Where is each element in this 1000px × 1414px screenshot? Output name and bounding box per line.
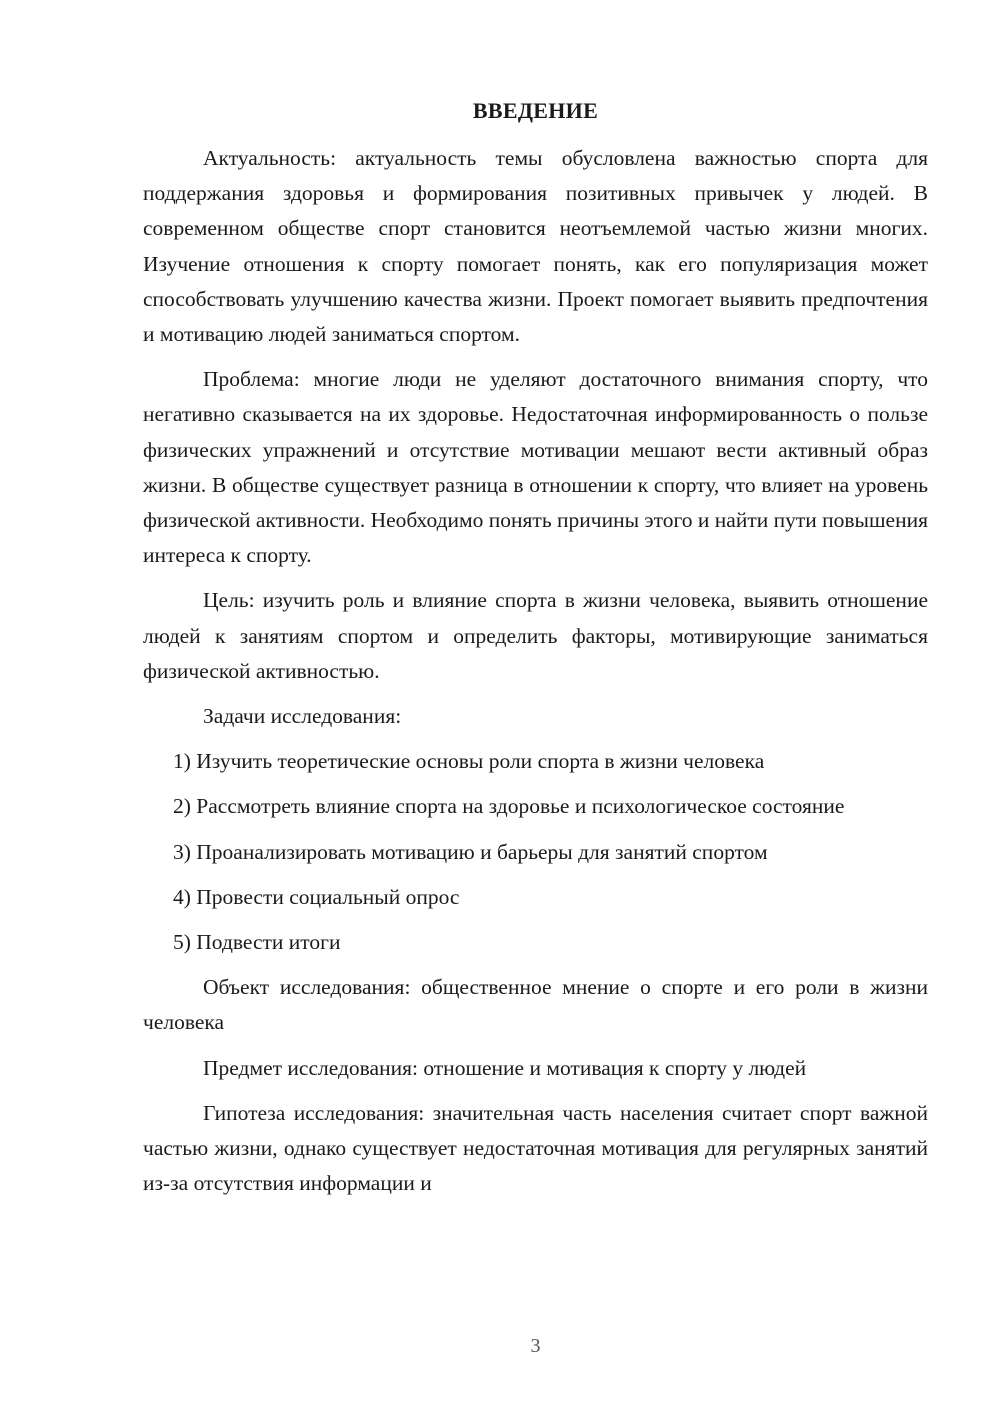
section-heading: ВВЕДЕНИЕ	[472, 98, 599, 123]
paragraph-hypothesis: Гипотеза исследования: значительная часть населения считает спорт важной частью жизни, однако существует недостаточная мотивация для регулярных занятий из-за отсутствия информации и	[143, 1100, 928, 1196]
task-item-1: 1) Изучить теоретические основы роли спорта в жизни человека	[173, 749, 765, 774]
paragraph-subject: Предмет исследования: отношение и мотивация к спорту у людей	[203, 1055, 807, 1080]
task-item-4: 4) Провести социальный опрос	[173, 884, 460, 909]
document-body	[143, 141, 928, 1201]
paragraph-goal: Цель: изучить роль и влияние спорта в жизни человека, выявить отношение людей к занятиям спортом и определить факторы, мотивирующие заниматься физической активностью.	[143, 588, 928, 683]
task-item-2: 2) Рассмотреть влияние спорта на здоровье и психологическое состояние	[173, 794, 845, 819]
paragraph-tasks-title: Задачи исследования:	[203, 704, 402, 729]
page-number: 3	[530, 1335, 541, 1357]
document-page	[143, 0, 928, 1414]
paragraph-problem: Проблема: многие люди не уделяют достаточного внимания спорту, что негативно сказывается на их здоровье. Недостаточная информированность о пользе физических упражнений и отсутствие мотивации мешают вести активный образ жизни. В обществе существует разница в отношении к спорту, что влияет на уровень физической активности. Необходимо понять причины этого и найти пути повышения интереса к спорту.	[143, 367, 929, 568]
paragraph-object: Объект исследования: общественное мнение о спорте и его роли в жизни человека	[143, 975, 928, 1035]
task-item-3: 3) Проанализировать мотивацию и барьеры для занятий спортом	[173, 839, 768, 864]
paragraph-relevance: Актуальность: актуальность темы обусловлена важностью спорта для поддержания здоровья и формирования позитивных привычек у людей. В современном обществе спорт становится неотъемлемой частью жизни многих. Изучение отношения к спорту помогает понять, как его популяризация может способствовать улучшению качества жизни. Проект помогает выявить предпочтения и мотивацию людей заниматься спортом.	[143, 146, 928, 347]
task-item-5: 5) Подвести итоги	[173, 930, 341, 955]
